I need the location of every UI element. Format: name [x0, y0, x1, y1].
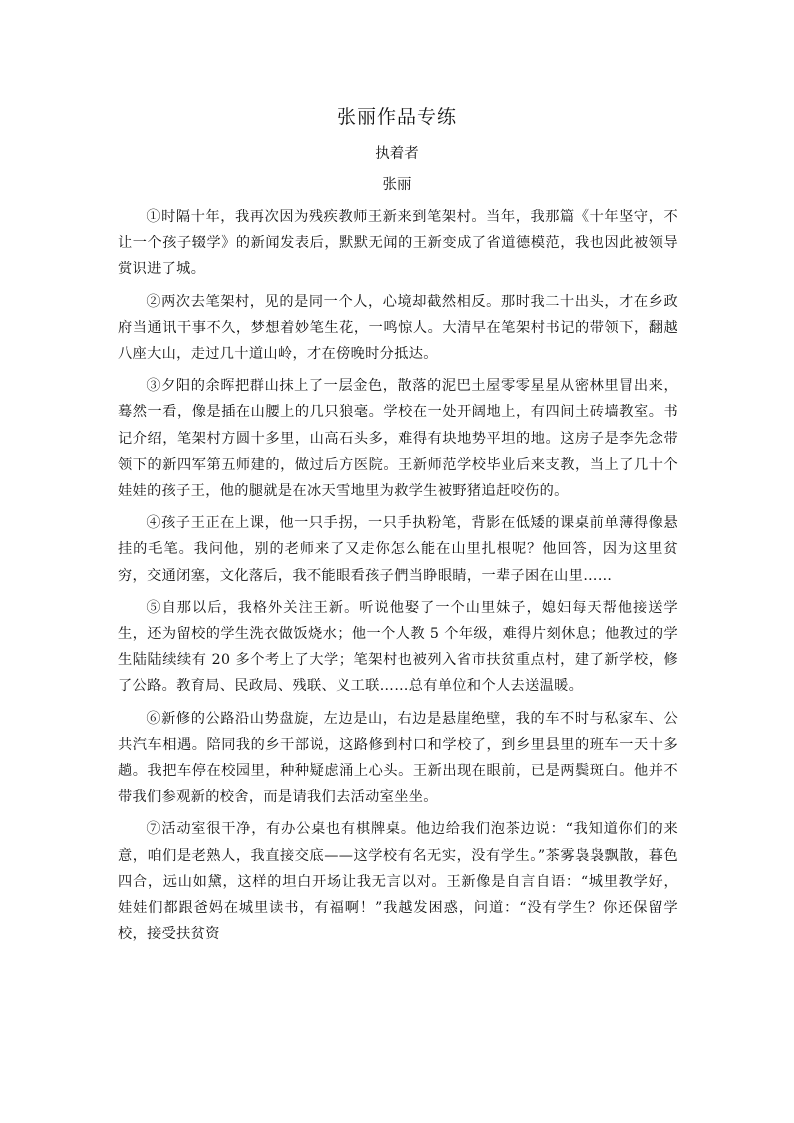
- paragraph-7: ⑦活动室很干净，有办公桌也有棋牌桌。他边给我们泡茶边说：“我知道你们的来意，咱们是老熟人，我直接交底——这学校有名无实，没有学生。”茶雾袅袅飘散，暮色四合，远山如黛，这样的坦白开场让我无言以对。王新像是自言自语：“城里教学好，娃娃们都跟爸妈在城里读书，有福啊！”我越发困惑，问道：“没有学生？你还保留学校，接受扶贫资: [118, 821, 678, 943]
- article-title: 执着者: [375, 146, 419, 162]
- paragraph-6: ⑥新修的公路沿山势盘旋，左边是山，右边是悬崖绝壁，我的车不时与私家车、公共汽车相遇。陪同我的乡干部说，这路修到村口和学校了，到乡里县里的班车一天十多趟。我把车停在校园里，种种疑虑涌上心头。王新出现在眼前，已是两鬓斑白。他并不带我们参观新的校舍，而是请我们去活动室坐坐。: [118, 710, 678, 806]
- author-name: 张丽: [382, 177, 412, 193]
- paragraph-5: ⑤自那以后，我格外关注王新。听说他娶了一个山里妹子，媳妇每天帮他接送学生，还为留校的学生洗衣做饭烧水；他一个人教 5 个年级，难得片刻休息；他教过的学生陆陆续续有 20 多个考上了大学；笔架村也被列入省市扶贫重点村，建了新学校，修了公路。教育局、民政局、残联、义工联……总有单位和个人去送温暖。: [118, 599, 678, 695]
- paragraph-2: ②两次去笔架村，见的是同一个人，心境却截然相反。那时我二十出头，才在乡政府当通讯干事不久，梦想着妙笔生花，一鸣惊人。大清早在笔架村书记的带领下，翻越八座大山，走过几十道山岭，才在傍晚时分抵达。: [118, 293, 678, 363]
- paragraph-3: ③夕阳的余晖把群山抹上了一层金色，散落的泥巴土屋零零星星从密林里冒出来，蓦然一看，像是插在山腰上的几只狼毫。学校在一处开阔地上，有四间土砖墙教室。书记介绍，笔架村方圆十多里，山高石头多，难得有块地势平坦的地。这房子是李先念带领下的新四军第五师建的，做过后方医院。王新师范学校毕业后来支教，当上了几十个娃娃的孩子王，他的腿就是在冰天雪地里为救学生被野猪追赶咬伤的。: [118, 378, 678, 500]
- paragraph-1: ①时隔十年，我再次因为残疾教师王新来到笔架村。当年，我那篇《十年坚守，不让一个孩子辍学》的新闻发表后，默默无闻的王新变成了省道德模范，我也因此被领导赏识进了城。: [118, 209, 678, 278]
- article-body: [118, 204, 678, 953]
- paragraph-4: ④孩子王正在上课，他一只手拐，一只手执粉笔，背影在低矮的课桌前单薄得像悬挂的毛笔。我问他，别的老师来了又走你怎么能在山里扎根呢？他回答，因为这里贫穷，交通闭塞，文化落后，我不能眼看孩子們当睁眼睛，一辈子困在山里……: [118, 515, 678, 584]
- document-title: 张丽作品专练: [336, 106, 457, 128]
